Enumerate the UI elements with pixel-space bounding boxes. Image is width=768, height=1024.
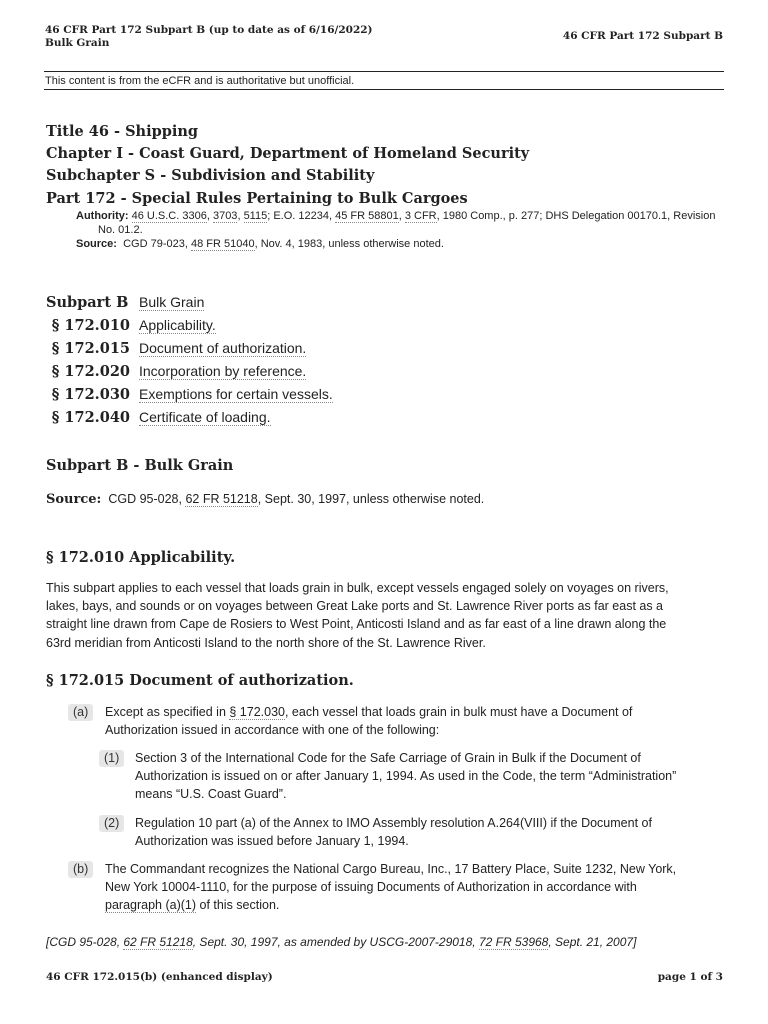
- source-pre: CGD 79-023,: [123, 238, 191, 250]
- toc-item-link[interactable]: Document of authorization.: [139, 340, 307, 356]
- section-172-010-body: [46, 579, 736, 652]
- paragraph-b-post: of this section.: [196, 898, 280, 913]
- header-title-line1: 46 CFR Part 172 Subpart B (up to date as of 6/16/2022): [45, 24, 373, 36]
- toc-item-link[interactable]: Certificate of loading.: [139, 409, 271, 425]
- paragraph-line: [105, 896, 745, 914]
- toc-item: [46, 337, 333, 360]
- source-label: Source:: [76, 238, 117, 250]
- footer-page-number: page 1 of 3: [657, 971, 723, 983]
- subpart-heading: Subpart B - Bulk Grain: [46, 457, 234, 474]
- section-172-010-heading: § 172.010 Applicability.: [46, 549, 236, 566]
- authority-link-2[interactable]: 3703: [212, 210, 238, 222]
- toc-item-num: § 172.020: [51, 363, 130, 380]
- paragraph-a1: [135, 749, 745, 804]
- authority-link-4[interactable]: 45 FR 58801: [335, 210, 399, 222]
- citation-mid: , Sept. 30, 1997, as amended by USCG-2007-29018,: [192, 935, 479, 949]
- paragraph-a-post: , each vessel that loads grain in bulk must have a Document of: [284, 705, 633, 719]
- authority-block: Authority: 46 U.S.C. 3306, 3703, 5115; E.O. 12234, 45 FR 58801, 3 CFR, 1980 Comp., p. 277; DHS Delegation 00170.1, Revision: [76, 210, 716, 222]
- paragraph-label-a1: (1): [99, 750, 124, 767]
- toc-subpart-label: Subpart B: [46, 294, 129, 311]
- hierarchy-chapter: Chapter I - Coast Guard, Department of Homeland Security: [46, 145, 530, 162]
- toc-item: [46, 314, 333, 337]
- authority-notice: This content is from the eCFR and is authoritative but unofficial.: [45, 75, 355, 87]
- toc-subpart-title[interactable]: Bulk Grain: [139, 294, 205, 310]
- authority-label: Authority:: [76, 210, 129, 222]
- footer-left: 46 CFR 172.015(b) (enhanced display): [46, 971, 273, 983]
- citation-pre: [CGD 95-028,: [46, 935, 124, 949]
- hierarchy-subchapter: Subchapter S - Subdivision and Stability: [46, 167, 375, 184]
- paragraph-label-b: (b): [68, 861, 93, 878]
- paragraph-line: Authorization was issued before January 1, 1994.: [135, 834, 409, 849]
- toc-item-link[interactable]: Incorporation by reference.: [139, 363, 307, 379]
- paragraph-line: straight line drawn from Cape de Rosiers to West Point, Anticosti Island and as far east of a line drawn along the: [46, 617, 667, 632]
- paragraph-line: This subpart applies to each vessel that loads grain in bulk, except vessels engaged solely on voyages on rivers,: [46, 581, 669, 595]
- paragraph-a2: [135, 814, 745, 850]
- hierarchy-title: Title 46 - Shipping: [46, 123, 199, 140]
- paragraph-line: The Commandant recognizes the National Cargo Bureau, Inc., 17 Battery Place, Suite 1232, New York,: [105, 862, 677, 876]
- toc-item-num: § 172.040: [51, 409, 130, 426]
- toc-item-num: § 172.015: [51, 340, 130, 357]
- section-172-015-heading: § 172.015 Document of authorization.: [46, 672, 354, 689]
- subpart-source-post: , Sept. 30, 1997, unless otherwise noted.: [257, 492, 485, 506]
- citation-link-2[interactable]: 72 FR 53968: [478, 935, 549, 949]
- toc-item-link[interactable]: Exemptions for certain vessels.: [139, 386, 333, 402]
- toc-item: [46, 360, 333, 383]
- authority-link-3[interactable]: 5115: [243, 210, 268, 222]
- paragraph-line: Regulation 10 part (a) of the Annex to IMO Assembly resolution A.264(VIII) if the Document of: [135, 816, 652, 830]
- authority-link-1[interactable]: 46 U.S.C. 3306: [131, 210, 207, 222]
- amendment-citation: [46, 933, 636, 951]
- header-divider-bottom: [44, 89, 724, 90]
- paragraph-line: lakes, bays, and sounds or on voyages between Great Lake ports and St. Lawrence River ports as far east as a: [46, 599, 664, 614]
- paragraph-line: 63rd meridian from Anticosti Island to the north shore of the St. Lawrence River.: [46, 635, 486, 650]
- paragraph-label-a2: (2): [99, 815, 124, 832]
- source-post: , Nov. 4, 1983, unless otherwise noted.: [254, 238, 444, 250]
- toc-item: [46, 406, 333, 429]
- paragraph-line: New York 10004-1110, for the purpose of issuing Documents of Authorization in accordance with: [105, 880, 637, 895]
- header-title-line2: Bulk Grain: [45, 37, 110, 49]
- authority-link-5[interactable]: 3 CFR: [404, 210, 437, 222]
- header-divider-top: [44, 71, 724, 72]
- hierarchy-part: Part 172 - Special Rules Pertaining to Bulk Cargoes: [46, 190, 468, 207]
- paragraph-a-link[interactable]: § 172.030: [229, 705, 285, 719]
- paragraph-line: [105, 703, 745, 721]
- paragraph-line: means “U.S. Coast Guard”.: [135, 787, 287, 802]
- paragraph-a-pre: Except as specified in: [105, 705, 230, 719]
- document-header-title: [45, 24, 373, 50]
- authority-text-mid: ; E.O. 12234,: [267, 210, 336, 222]
- subpart-source-label: Source:: [46, 492, 102, 507]
- toc: [46, 291, 333, 429]
- toc-item: [46, 383, 333, 406]
- toc-subpart-row: [46, 291, 333, 314]
- toc-item-num: § 172.010: [51, 317, 130, 334]
- toc-item-link[interactable]: Applicability.: [139, 317, 216, 333]
- authority-line2: No. 01.2.: [98, 224, 143, 236]
- citation-post: , Sept. 21, 2007]: [548, 935, 637, 949]
- source-link[interactable]: 48 FR 51040: [190, 238, 255, 250]
- subpart-source-pre: CGD 95-028,: [108, 492, 186, 506]
- subpart-source: [46, 490, 484, 509]
- paragraph-a: [105, 703, 745, 739]
- paragraph-label-a: (a): [68, 704, 93, 721]
- header-right-label: 46 CFR Part 172 Subpart B: [562, 30, 723, 42]
- authority-text-tail: , 1980 Comp., p. 277; DHS Delegation 00170.1, Revision: [436, 210, 716, 222]
- citation-link-1[interactable]: 62 FR 51218: [123, 935, 193, 949]
- paragraph-b: [105, 860, 745, 915]
- paragraph-line: Authorization issued in accordance with one of the following:: [105, 723, 440, 738]
- paragraph-b-link[interactable]: paragraph (a)(1): [105, 898, 197, 913]
- toc-item-num: § 172.030: [51, 386, 130, 403]
- source-block: [76, 237, 444, 251]
- paragraph-line: Authorization is issued on or after January 1, 1994. As used in the Code, the term “Administration”: [135, 769, 677, 784]
- paragraph-line: Section 3 of the International Code for the Safe Carriage of Grain in Bulk if the Document of: [135, 751, 641, 765]
- subpart-source-link[interactable]: 62 FR 51218: [185, 492, 258, 506]
